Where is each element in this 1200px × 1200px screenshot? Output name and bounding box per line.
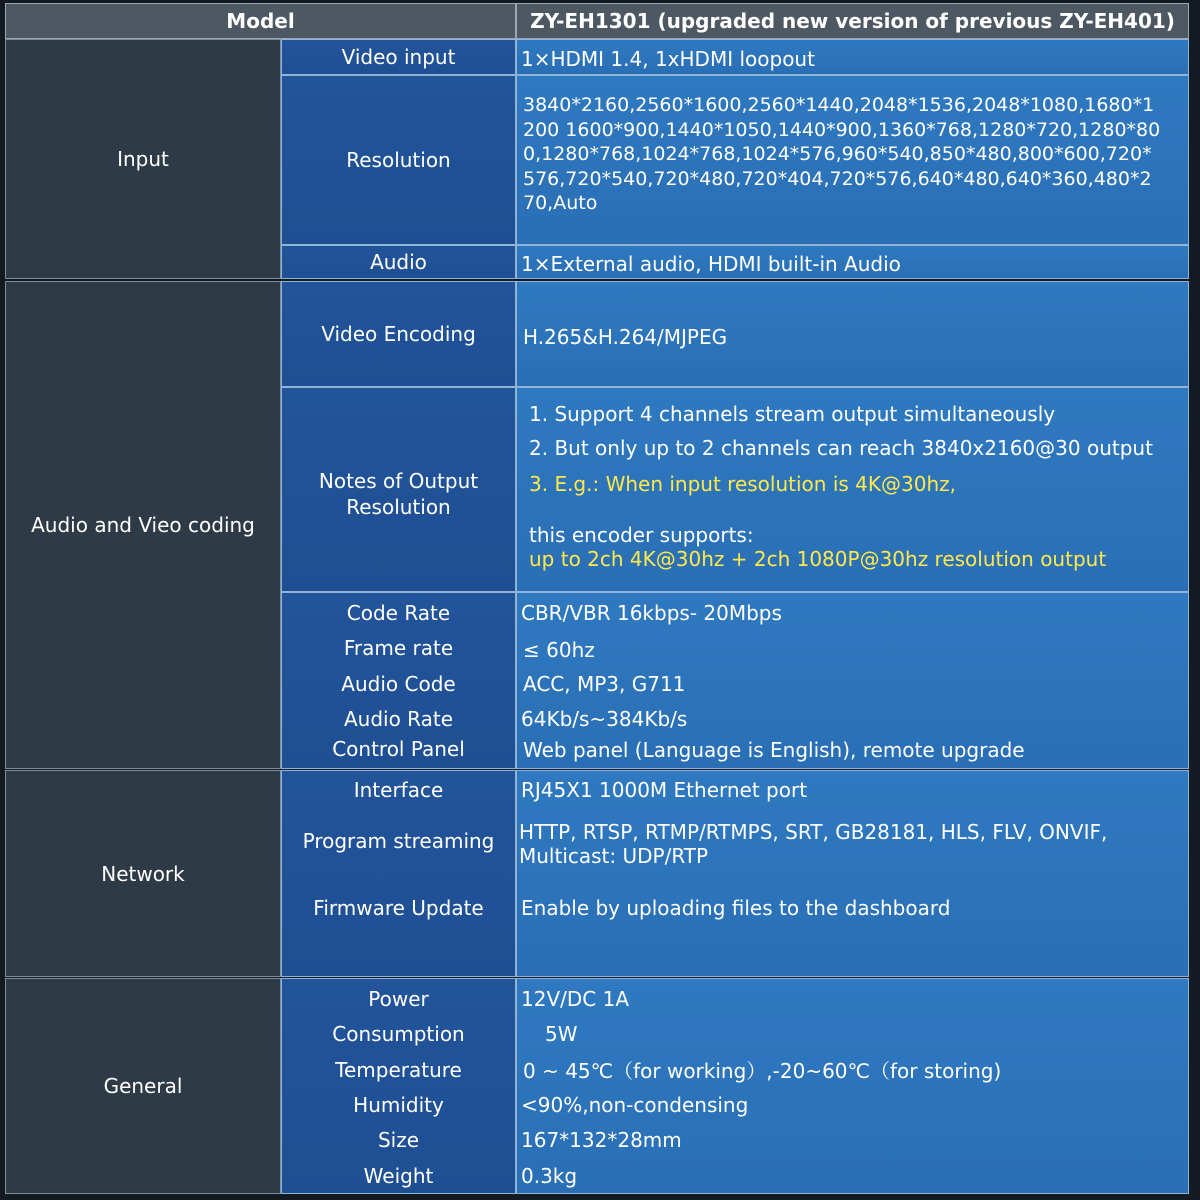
header-model-value: ZY-EH1301 (upgraded new version of previous ZY-EH401) (530, 9, 1175, 33)
audio-value-cell (516, 245, 1189, 279)
interface-label: Interface (353, 778, 444, 802)
resolution-value-cell (516, 75, 1189, 245)
humidity-label: Humidity (353, 1093, 444, 1117)
code-rate-value: CBR/VBR 16kbps- 20Mbps (521, 601, 782, 625)
general-label-cell (281, 978, 516, 1194)
audio-code-value: ACC, MP3, G711 (523, 672, 686, 696)
general-value-cell (516, 978, 1189, 1194)
firmware-value: Enable by uploading files to the dashboard (521, 896, 951, 920)
video-encoding-label-cell (281, 281, 516, 387)
audio-label: Audio (370, 250, 427, 274)
category-coding-label: Audio and Vieo coding (31, 513, 255, 537)
video-encoding-value-cell (516, 281, 1189, 387)
weight-value: 0.3kg (521, 1164, 578, 1188)
control-panel-value: Web panel (Language is English), remote upgrade (523, 738, 1025, 762)
size-value: 167*132*28mm (521, 1128, 682, 1152)
control-panel-label: Control Panel (332, 737, 465, 761)
audio-rate-label: Audio Rate (343, 707, 454, 731)
header-model-label: Model (226, 9, 295, 33)
resolution-label-cell (281, 75, 516, 245)
frame-rate-value: ≤ 60hz (523, 638, 595, 662)
temperature-value: 0 ~ 45℃（for working）,-20~60℃（for storing) (523, 1059, 1002, 1083)
video-encoding-value: H.265&H.264/MJPEG (523, 325, 728, 349)
audio-value: 1×External audio, HDMI built-in Audio (521, 252, 901, 276)
note-1: 1. Support 4 channels stream output simultaneously (529, 402, 1056, 426)
streaming-label: Program streaming (302, 829, 495, 853)
temperature-label: Temperature (335, 1058, 462, 1082)
code-rate-label: Code Rate (346, 601, 451, 625)
video-input-value: 1×HDMI 1.4, 1xHDMI loopout (521, 47, 815, 71)
category-network (5, 770, 281, 977)
notes-label-cell (281, 387, 516, 592)
category-input (5, 39, 281, 279)
streaming-value-line1: HTTP, RTSP, RTMP/RTMPS, SRT, GB28181, HLS, FLV, ONVIF, (519, 820, 1108, 844)
coding-params-value-cell (516, 592, 1189, 769)
notes-label-line1: Notes of Output (318, 469, 479, 493)
audio-rate-value: 64Kb/s~384Kb/s (521, 707, 688, 731)
video-input-label-cell (281, 39, 516, 75)
category-input-label: Input (117, 147, 169, 171)
size-label: Size (377, 1128, 420, 1152)
consumption-value: 5W (545, 1022, 578, 1046)
header-model-label-cell (5, 3, 516, 39)
audio-code-label: Audio Code (341, 672, 456, 696)
humidity-value: <90%,non-condensing (521, 1093, 749, 1117)
note-4: this encoder supports: (529, 523, 754, 547)
note-2: 2. But only up to 2 channels can reach 3840x2160@30 output (529, 436, 1153, 460)
video-input-value-cell (516, 39, 1189, 75)
coding-params-label-cell (281, 592, 516, 769)
interface-value: RJ45X1 1000M Ethernet port (521, 778, 808, 802)
power-label: Power (368, 987, 429, 1011)
power-value: 12V/DC 1A (521, 987, 629, 1011)
resolution-value: 3840*2160,2560*1600,2560*1440,2048*1536,2048*1080,1680*1200 1600*900,1440*1050,1440*900,1360*768,1280*720,1280*800,1280*768,1024*768,1024*576,960*540,850*480,800*600,720*576,720*540,720*480,720*404,720*576,640*480,640*360,480*270,Auto (523, 94, 1161, 214)
category-general (5, 978, 281, 1194)
header-model-value-cell (516, 3, 1189, 39)
notes-label-line2: Resolution (346, 495, 451, 519)
note-5: up to 2ch 4K@30hz + 2ch 1080P@30hz resolution output (529, 547, 1107, 571)
category-coding (5, 281, 281, 769)
firmware-label: Firmware Update (313, 896, 484, 920)
category-network-label: Network (101, 861, 185, 886)
video-input-label: Video input (341, 45, 456, 69)
streaming-value-line2: Multicast: UDP/RTP (519, 844, 709, 868)
frame-rate-label: Frame rate (343, 636, 454, 660)
network-label-cell (281, 770, 516, 977)
category-general-label: General (103, 1074, 183, 1098)
audio-label-cell (281, 245, 516, 279)
weight-label: Weight (363, 1164, 434, 1188)
video-encoding-label: Video Encoding (321, 322, 476, 346)
consumption-label: Consumption (332, 1022, 465, 1046)
network-value-cell (516, 770, 1189, 977)
notes-value-cell (516, 387, 1189, 592)
resolution-label: Resolution (346, 148, 451, 172)
note-3: 3. E.g.: When input resolution is 4K@30hz, (529, 472, 956, 496)
